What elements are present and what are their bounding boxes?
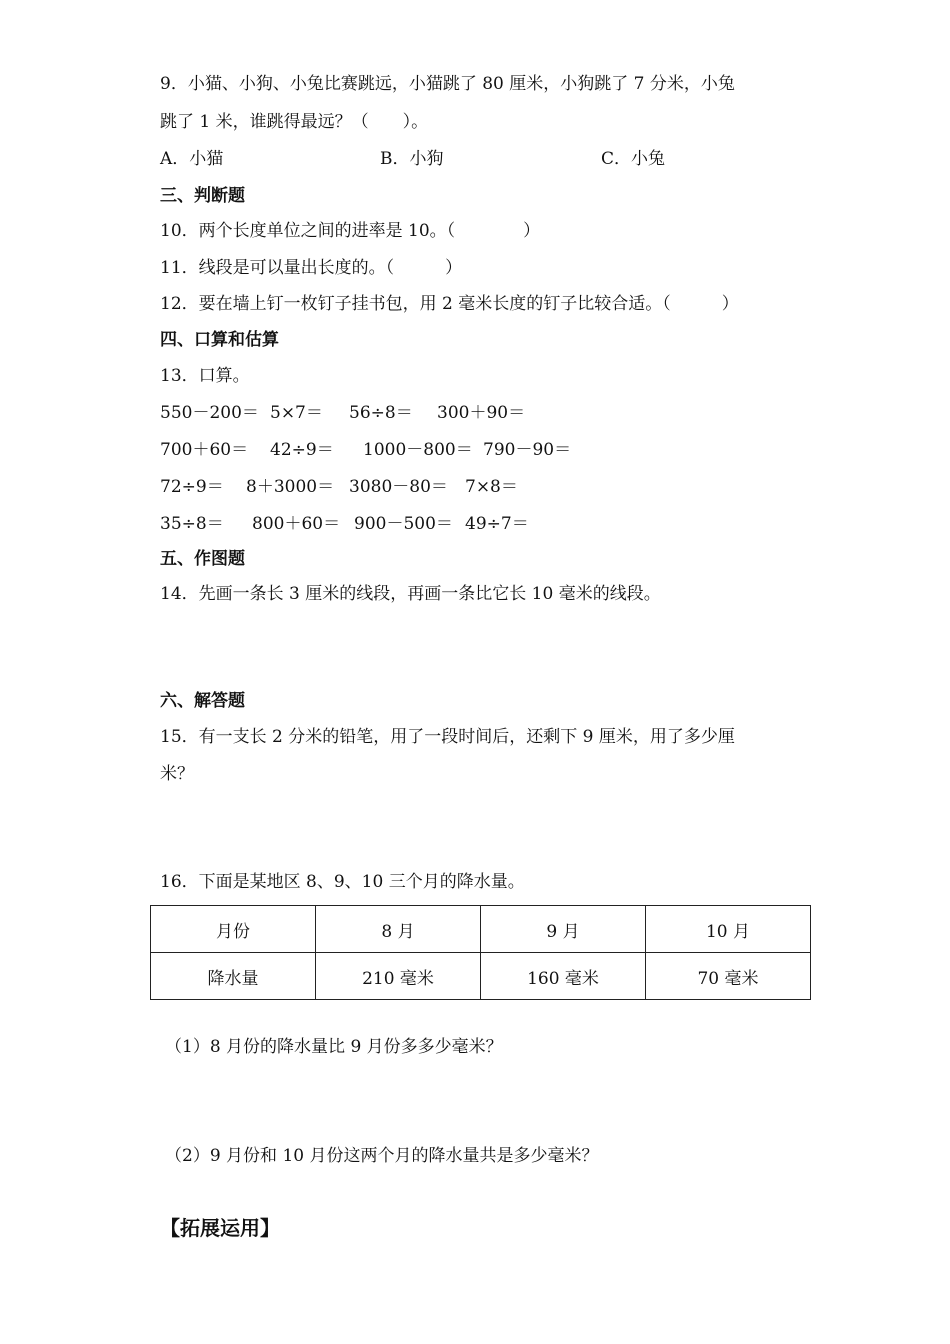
q9-line1: 9．小猫、小狗、小兔比赛跳远，小猫跳了 80 厘米，小狗跳了 7 分米，小兔 (160, 74, 735, 94)
q9-line2: 跳了 1 米，谁跳得最远？（ ）。 (160, 112, 429, 132)
calc-item: 72÷9＝ (160, 477, 224, 497)
extension-heading: 【拓展运用】 (160, 1216, 280, 1240)
calc-item: 550－200＝ (160, 403, 259, 423)
q14-text: 14．先画一条长 3 厘米的线段，再画一条比它长 10 毫米的线段。 (160, 584, 661, 604)
calc-item: 7×8＝ (465, 477, 518, 497)
section-heading-solve: 六、解答题 (160, 691, 245, 711)
calc-item: 800＋60＝ (252, 514, 341, 534)
q15-line2: 米？ (160, 764, 194, 784)
section-heading-drawing: 五、作图题 (160, 549, 245, 569)
table-header-cell: 10 月 (646, 906, 811, 953)
table-header-cell: 月份 (151, 906, 316, 953)
table-row (151, 953, 811, 1000)
calc-item: 5×7＝ (270, 403, 323, 423)
table-header-cell: 8 月 (316, 906, 481, 953)
calc-item: 35÷8＝ (160, 514, 224, 534)
calc-item: 1000－800＝ (363, 440, 473, 460)
q12-text: 12．要在墙上钉一枚钉子挂书包，用 2 毫米长度的钉子比较合适。（ ） (160, 294, 739, 314)
q9-option-c: C．小兔 (601, 149, 666, 169)
section-heading-mental-math: 四、口算和估算 (160, 330, 279, 350)
table-row (151, 906, 811, 953)
q10-text: 10．两个长度单位之间的进率是 10。（ ） (160, 221, 541, 241)
rainfall-table (150, 905, 811, 1000)
table-cell: 70 毫米 (646, 953, 811, 1000)
table-cell: 160 毫米 (481, 953, 646, 1000)
section-heading-judgement: 三、判断题 (160, 186, 245, 206)
calc-item: 8＋3000＝ (246, 477, 335, 497)
calc-item: 700＋60＝ (160, 440, 249, 460)
table-cell: 降水量 (151, 953, 316, 1000)
q9-option-b: B．小狗 (380, 149, 444, 169)
q16-sub1: （1）8 月份的降水量比 9 月份多多少毫米？ (165, 1037, 503, 1057)
calc-item: 42÷9＝ (270, 440, 334, 460)
calc-item: 3080－80＝ (349, 477, 448, 497)
calc-item: 56÷8＝ (349, 403, 413, 423)
q16-sub2: （2）9 月份和 10 月份这两个月的降水量共是多少毫米？ (165, 1146, 599, 1166)
table-cell: 210 毫米 (316, 953, 481, 1000)
calc-item: 900－500＝ (354, 514, 453, 534)
q15-line1: 15．有一支长 2 分米的铅笔，用了一段时间后，还剩下 9 厘米，用了多少厘 (160, 727, 735, 747)
table-header-cell: 9 月 (481, 906, 646, 953)
q13-prompt: 13．口算。 (160, 366, 250, 386)
calc-item: 790－90＝ (483, 440, 572, 460)
calc-item: 300＋90＝ (437, 403, 526, 423)
calc-item: 49÷7＝ (465, 514, 529, 534)
q16-prompt: 16．下面是某地区 8、9、10 三个月的降水量。 (160, 872, 525, 892)
q11-text: 11．线段是可以量出长度的。（ ） (160, 258, 463, 278)
q9-option-a: A．小猫 (160, 149, 224, 169)
